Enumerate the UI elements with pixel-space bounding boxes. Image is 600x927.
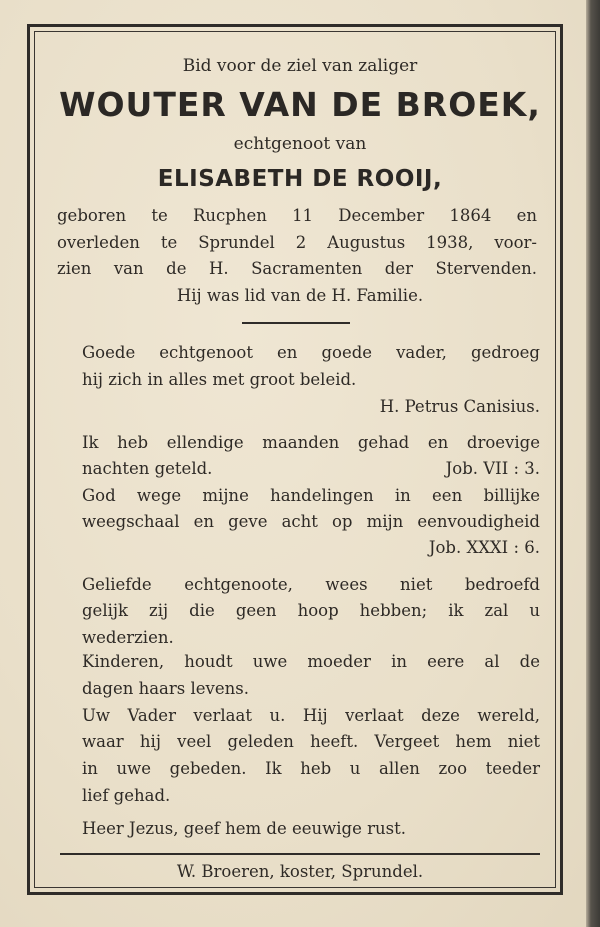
bio-line: zien van de H. Sacramenten der Stervenden. [57,259,537,278]
divider-long [60,853,540,855]
closing-prayer: Heer Jezus, geef hem de eeuwige rust. [82,819,406,838]
verse-source: Job. VII : 3. [445,459,540,478]
verse-line: Goede echtgenoot en goede vader, gedroeg [82,343,540,362]
verse-source: H. Petrus Canisius. [379,397,540,416]
verse-line: dagen haars levens. [82,679,249,698]
bio-line: geboren te Rucphen 11 December 1864 en [57,206,537,225]
verse-line: lief gehad. [82,786,171,805]
deceased-name: WOUTER VAN DE BROEK, [59,85,541,124]
bio-line: Hij was lid van de H. Familie. [176,286,424,305]
verse-line: Geliefde echtgenoote, wees niet bedroefd [82,575,540,594]
verse-line: weegschaal en geve acht op mijn eenvoudigheid [82,512,540,531]
verse-source: Job. XXXI : 6. [428,538,540,557]
spouse-name: ELISABETH DE ROOIJ, [157,166,443,192]
verse-line: Uw Vader verlaat u. Hij verlaat deze wereld, [82,706,540,725]
spouse-intro: echtgenoot van [233,134,367,154]
divider-short [242,322,350,324]
verse-line: God wege mijne handelingen in een billijke [82,486,540,505]
verse-line: hij zich in alles met groot beleid. [82,370,357,389]
verse-line: nachten geteld. [82,459,213,478]
intro-text: Bid voor de ziel van zaliger [182,56,418,76]
verse-line: Ik heb ellendige maanden gehad en droevige [82,433,540,452]
verse-line: wederzien. [82,628,174,647]
verse-line: waar hij veel geleden heeft. Vergeet hem niet [82,732,540,751]
printer-credit: W. Broeren, koster, Sprundel. [176,862,424,881]
bio-line: overleden te Sprundel 2 Augustus 1938, voor- [57,233,537,252]
verse-line: in uwe gebeden. Ik heb u allen zoo teeder [82,759,540,778]
verse-line: Kinderen, houdt uwe moeder in eere al de [82,652,540,671]
verse-line: gelijk zij die geen hoop hebben; ik zal u [82,601,540,620]
